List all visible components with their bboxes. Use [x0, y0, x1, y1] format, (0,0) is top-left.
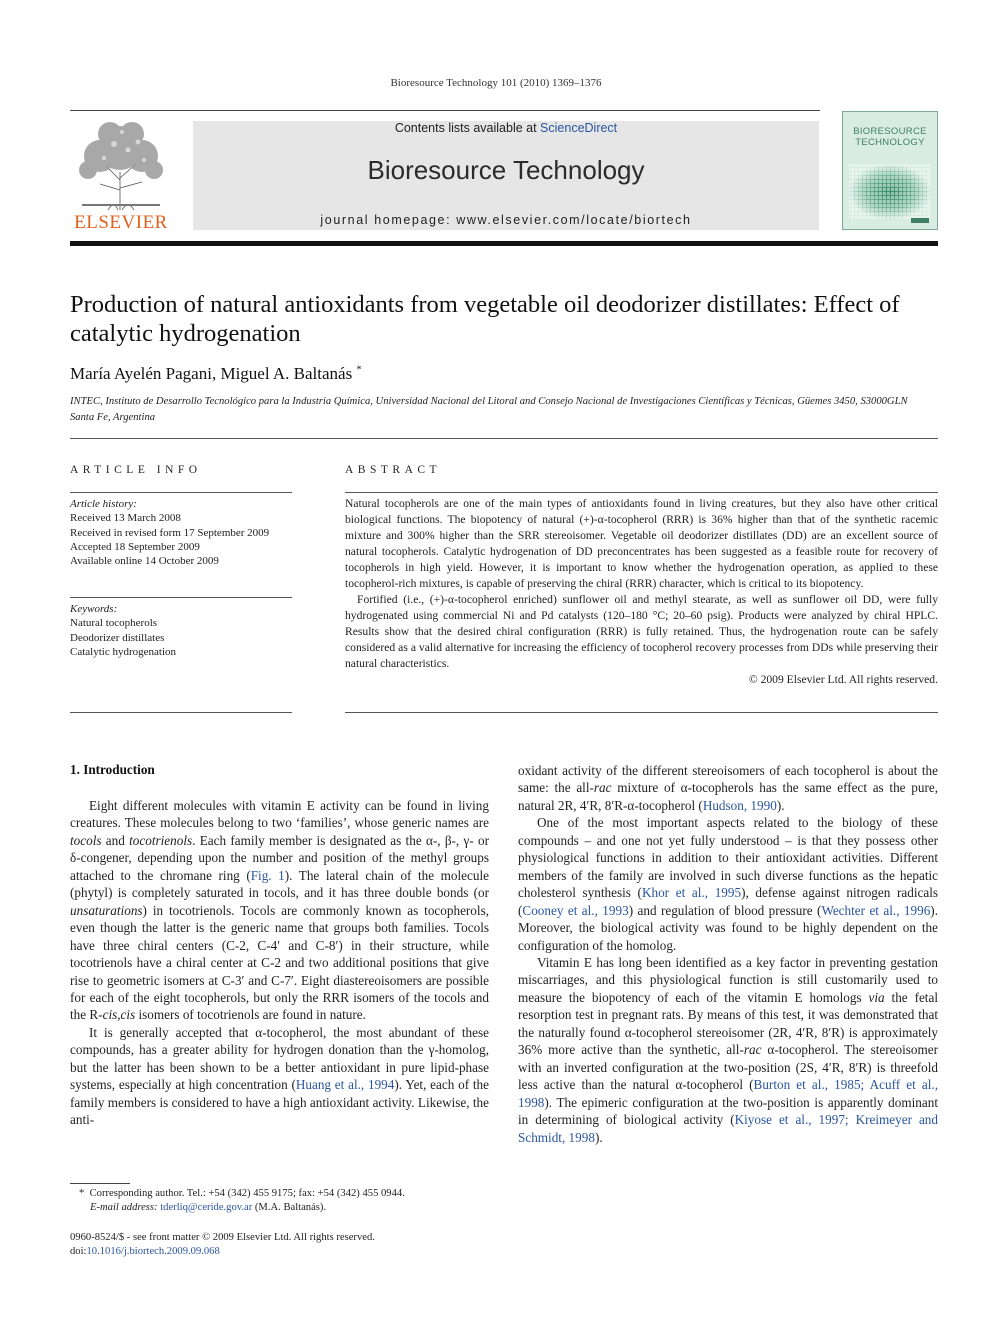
text-run: ). Moreover, the biological activity was found to be highly dependent on the configuration of the homolog. — [518, 902, 938, 953]
body-column-left — [70, 797, 489, 1129]
intro-paragraph-2 — [70, 1024, 489, 1129]
footnote-rule — [70, 1183, 130, 1184]
history-revised: Received in revised form 17 September 2009 — [70, 526, 270, 539]
text-run: ). — [594, 1129, 603, 1145]
text-run: One of the most important aspects related to the biology of these compounds – and one not yet fully understood – is that they possess other physiological functions in addition to their antioxidant activities. Different members of the family are involved in such diverse functions as the hepatic cholesterol synthesis ( — [518, 815, 938, 901]
reference-link-khor[interactable]: Khor et al., 1995 — [641, 885, 742, 901]
reference-link-wechter[interactable]: Wechter et al., 1996 — [821, 902, 931, 918]
email-label: E-mail address: — [90, 1202, 158, 1213]
article-info-rule — [70, 492, 292, 493]
keywords-label: Keywords: — [70, 603, 118, 615]
abstract-rule — [345, 492, 938, 493]
header-rule — [70, 110, 820, 111]
keyword-item: Catalytic hydrogenation — [70, 645, 176, 658]
keyword-item: Deodorizer distillates — [70, 631, 165, 644]
history-label: Article history: — [70, 498, 137, 510]
authors — [70, 364, 670, 384]
article-info-bottom-rule — [70, 712, 292, 713]
term-via: via — [868, 989, 885, 1005]
term-tocols: tocols — [70, 832, 102, 848]
journal-homepage[interactable]: journal homepage: www.elsevier.com/locate/biortech — [320, 213, 692, 227]
term-rac: rac — [593, 780, 612, 796]
abstract-heading: ABSTRACT — [345, 464, 442, 476]
publisher-name: ELSEVIER — [74, 212, 168, 233]
text-run: Vitamin E has long been identified as a key factor in preventing gestation miscarriages, and this physiological function is still customarily used to measure the biopotency of each of the vitamin E homologs — [518, 954, 938, 1005]
text-run: mixture of α-tocopherols has the same effect as the pure, natural 2R, 4′R, 8′R-α-tocopherol ( — [518, 780, 938, 813]
keywords-rule — [70, 597, 292, 598]
text-run: ). Yet, each of the family members is considered to have a high antioxidant activity. Likewise, the anti- — [70, 1077, 489, 1128]
article-info-heading: ARTICLE INFO — [70, 464, 202, 476]
reference-link-burton-acuff[interactable]: Burton et al., 1985; Acuff et al., 1998 — [518, 1077, 938, 1110]
history-accepted: Accepted 18 September 2009 — [70, 540, 200, 553]
title-rule — [70, 438, 938, 439]
keywords — [70, 602, 292, 659]
text-run: ). The epimeric configuration at the two-position is apparently dominant in determining of biological activity ( — [518, 1094, 938, 1128]
abstract-body — [345, 496, 938, 688]
issn-line: 0960-8524/$ - see front matter © 2009 Elsevier Ltd. All rights reserved. — [70, 1232, 375, 1243]
intro-paragraph-3 — [518, 762, 938, 814]
term-unsaturations: unsaturations — [70, 902, 143, 918]
text-run: oxidant activity of the different stereoisomers of each tocopherol is about the same: the all- — [518, 763, 938, 796]
text-run: . Each family member is designated as the α-, β-, γ- or δ-congener, depending upon the number and position of the methyl groups attached to the chromane ring ( — [70, 832, 489, 883]
text-run: ), defense against nitrogen radicals ( — [518, 885, 939, 918]
figure-link-fig1[interactable]: Fig. 1 — [250, 867, 285, 883]
issn-doi-block — [70, 1231, 500, 1259]
email-owner: (M.A. Baltanás). — [254, 1202, 327, 1213]
corresponding-author-contact: Corresponding author. Tel.: +54 (342) 455 9175; fax: +54 (342) 455 0944. — [89, 1188, 405, 1199]
term-cis-cis: cis,cis — [102, 1007, 136, 1023]
reference-link-kiyose-kreimeyer[interactable]: Kiyose et al., 1997; Kreimeyer and Schmidt, 1998 — [518, 1112, 938, 1145]
article-title: Production of natural antioxidants from vegetable oil deodorizer distillates: Effect of catalytic hydrogenation — [70, 291, 900, 347]
abstract-paragraph-1: Natural tocopherols are one of the main types of antioxidants found in living creatures, but they also have other critical biological functions. The biopotency of natural (+)-α-tocopherol (RRR) is 36% higher than that of the synthetic racemic mixture and 300% higher than the SRR stereoisomer. Vegetable oil deodorizer distillates (DD) are an excellent source of natural tocopherols. Catalytic hydrogenation of DD preconcentrates has been suggested as a feasible route for recovery of tocopherols in high yield. However, it is important to know whether the hydrogenation operation, as applied to these tocopherol-rich mixtures, is capable of preserving the chiral (RRR) character, which is critical to its biopotency. — [345, 497, 938, 590]
text-run: ) in tocotrienols. Tocols are commonly known as tocopherols, even though the latter is the generic name that groups both families. Tocols have three chiral centers (C-2, C-4′ and C-8′) in their structure, while tocotrienols have a chiral center at C-2 and two additional positions that give rise to geometric isomers at C-3′ and C-7′. Eight diastereoisomers are possible for each of the eight tocopherols, but only the RRR isomers of the tocols and the R- — [70, 902, 489, 1023]
keyword-item: Natural tocopherols — [70, 617, 158, 630]
text-run: It is generally accepted that α-tocopherol, the most abundant of these compounds, has a greater ability for hydrogen donation than the γ-homolog, but the latter has been shown to be a better antioxidant in pure lipid-phase systems, especially at high concentration ( — [70, 1024, 489, 1093]
header-thick-rule — [70, 241, 938, 246]
reference-link-cooney[interactable]: Cooney et al., 1993 — [522, 902, 629, 918]
reference-link-hudson[interactable]: Hudson, 1990 — [702, 797, 777, 813]
text-run: ). The lateral chain of the molecule (phytyl) is completely saturated in tocols, and it has three double bonds (or — [70, 867, 489, 901]
text-run: ). — [776, 797, 785, 813]
journal-citation: Bioresource Technology 101 (2010) 1369–1376 — [390, 77, 602, 89]
abstract-paragraph-2: Fortified (i.e., (+)-α-tocopherol enriched) sunflower oil and methyl stearate, as well as sunflower oil DD, were fully hydrogenated using commercial Ni and Pd catalysts (120–180 °C; 20–60 psig). Products were analyzed by chiral HPLC. Results show that the desired chiral configuration (RRR) is fully retained. Thus, the hydrogenation route can be safely considered as a valid alternative for increasing the efficiency of tocopherol recovery processes from DDs while preserving their natural characteristics. — [345, 593, 938, 670]
author-names: María Ayelén Pagani, Miguel A. Baltanás — [70, 364, 353, 383]
abstract-bottom-rule — [345, 712, 938, 713]
journal-name: Bioresource Technology — [367, 155, 645, 185]
term-tocotrienols: tocotrienols — [129, 832, 193, 848]
article-history — [70, 497, 292, 568]
doi-label: doi: — [70, 1246, 87, 1257]
term-rac: rac — [743, 1042, 762, 1058]
text-run: the fetal resorption test in pregnant rats. By means of this test, it was demonstrated that the naturally found α-tocopherol stereoisomer (2R, 4′R, 8′R) is approximately 36% more active than the synthetic, all- — [518, 989, 938, 1058]
intro-paragraph-5 — [518, 954, 938, 1146]
footnote-mark: * — [79, 1188, 85, 1199]
email-link[interactable]: tderliq@ceride.gov.ar — [160, 1202, 253, 1213]
section-heading-introduction: 1. Introduction — [70, 762, 155, 777]
text-run: ) and regulation of blood pressure ( — [628, 902, 822, 918]
abstract-copyright: © 2009 Elsevier Ltd. All rights reserved. — [748, 673, 938, 686]
reference-link-huang[interactable]: Huang et al., 1994 — [295, 1077, 395, 1093]
text-run: Eight different molecules with vitamin E activity can be found in living creatures. These molecules belong to two ‘families’, whose generic names are — [70, 798, 489, 831]
contents-line — [193, 121, 819, 135]
text-run: isomers of tocotrienols are found in nature. — [135, 1007, 366, 1023]
history-online: Available online 14 October 2009 — [70, 555, 219, 568]
text-run: α-tocopherol. The stereoisomer with an inverted configuration at the two-position (2S, 4′R, 8′R) is threefold less active than the natural α-tocopherol ( — [518, 1042, 938, 1093]
intro-paragraph-4 — [518, 814, 938, 954]
corresponding-author-mark[interactable]: * — [356, 364, 362, 376]
body-column-right — [518, 762, 938, 1146]
sciencedirect-link[interactable]: ScienceDirect — [540, 121, 618, 135]
cover-title: BIORESOURCE TECHNOLOGY — [853, 126, 927, 148]
history-received: Received 13 March 2008 — [70, 512, 181, 525]
contents-prefix: Contents lists available at — [394, 121, 541, 135]
text-run: and — [101, 832, 130, 848]
doi-link[interactable]: 10.1016/j.biortech.2009.09.068 — [86, 1246, 220, 1257]
corresponding-author-footnote — [70, 1187, 500, 1215]
affiliation: INTEC, Instituto de Desarrollo Tecnológico para la Industria Química, Universidad Nacional del Litoral and Consejo Nacional de Investigaciones Científicas y Técnicas, Güemes 3450, S3000GLN Santa Fe, Argentina — [70, 396, 908, 423]
intro-paragraph-1 — [70, 797, 489, 1024]
